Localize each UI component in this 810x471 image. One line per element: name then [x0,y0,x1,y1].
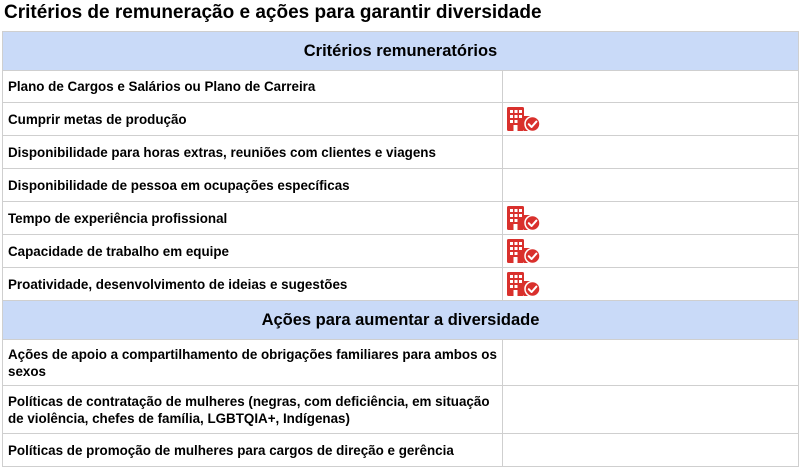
table-row [3,235,799,268]
table-row [3,202,799,235]
row-mark-cell [503,434,799,467]
row-label: Cumprir metas de produção [3,103,503,136]
row-label: Disponibilidade de pessoa em ocupações específicas [3,169,503,202]
table-row [3,386,799,434]
row-mark-cell [503,136,799,169]
row-label: Ações de apoio a compartilhamento de obrigações familiares para ambos os sexos [3,340,503,386]
page-title: Critérios de remuneração e ações para garantir diversidade [4,2,542,23]
section-header-row [3,301,799,340]
section-header-row [3,32,799,71]
row-label: Disponibilidade para horas extras, reuniões com clientes e viagens [3,136,503,169]
row-mark-cell [503,103,799,136]
company-building-check-icon [506,106,798,132]
row-mark-cell [503,202,799,235]
row-mark-cell [503,386,799,434]
company-building-check-icon [506,238,798,264]
table-row [3,169,799,202]
table-row [3,103,799,136]
table-row [3,71,799,103]
table-row [3,434,799,467]
row-mark-cell [503,340,799,386]
company-building-check-icon [506,205,798,231]
row-label: Proatividade, desenvolvimento de ideias e sugestões [3,268,503,301]
row-label: Políticas de promoção de mulheres para cargos de direção e gerência [3,434,503,467]
company-building-check-icon [506,271,798,297]
row-label: Políticas de contratação de mulheres (negras, com deficiência, em situação de violência, chefes de família, LGBTQIA+, Indígenas) [3,386,503,434]
row-mark-cell [503,268,799,301]
table-row [3,340,799,386]
section-heading: Critérios remuneratórios [3,32,799,71]
row-label: Tempo de experiência profissional [3,202,503,235]
criteria-table [2,31,799,467]
table-row [3,268,799,301]
row-label: Plano de Cargos e Salários ou Plano de Carreira [3,71,503,103]
table-row [3,136,799,169]
row-mark-cell [503,235,799,268]
section-heading: Ações para aumentar a diversidade [3,301,799,340]
row-mark-cell [503,169,799,202]
row-mark-cell [503,71,799,103]
row-label: Capacidade de trabalho em equipe [3,235,503,268]
